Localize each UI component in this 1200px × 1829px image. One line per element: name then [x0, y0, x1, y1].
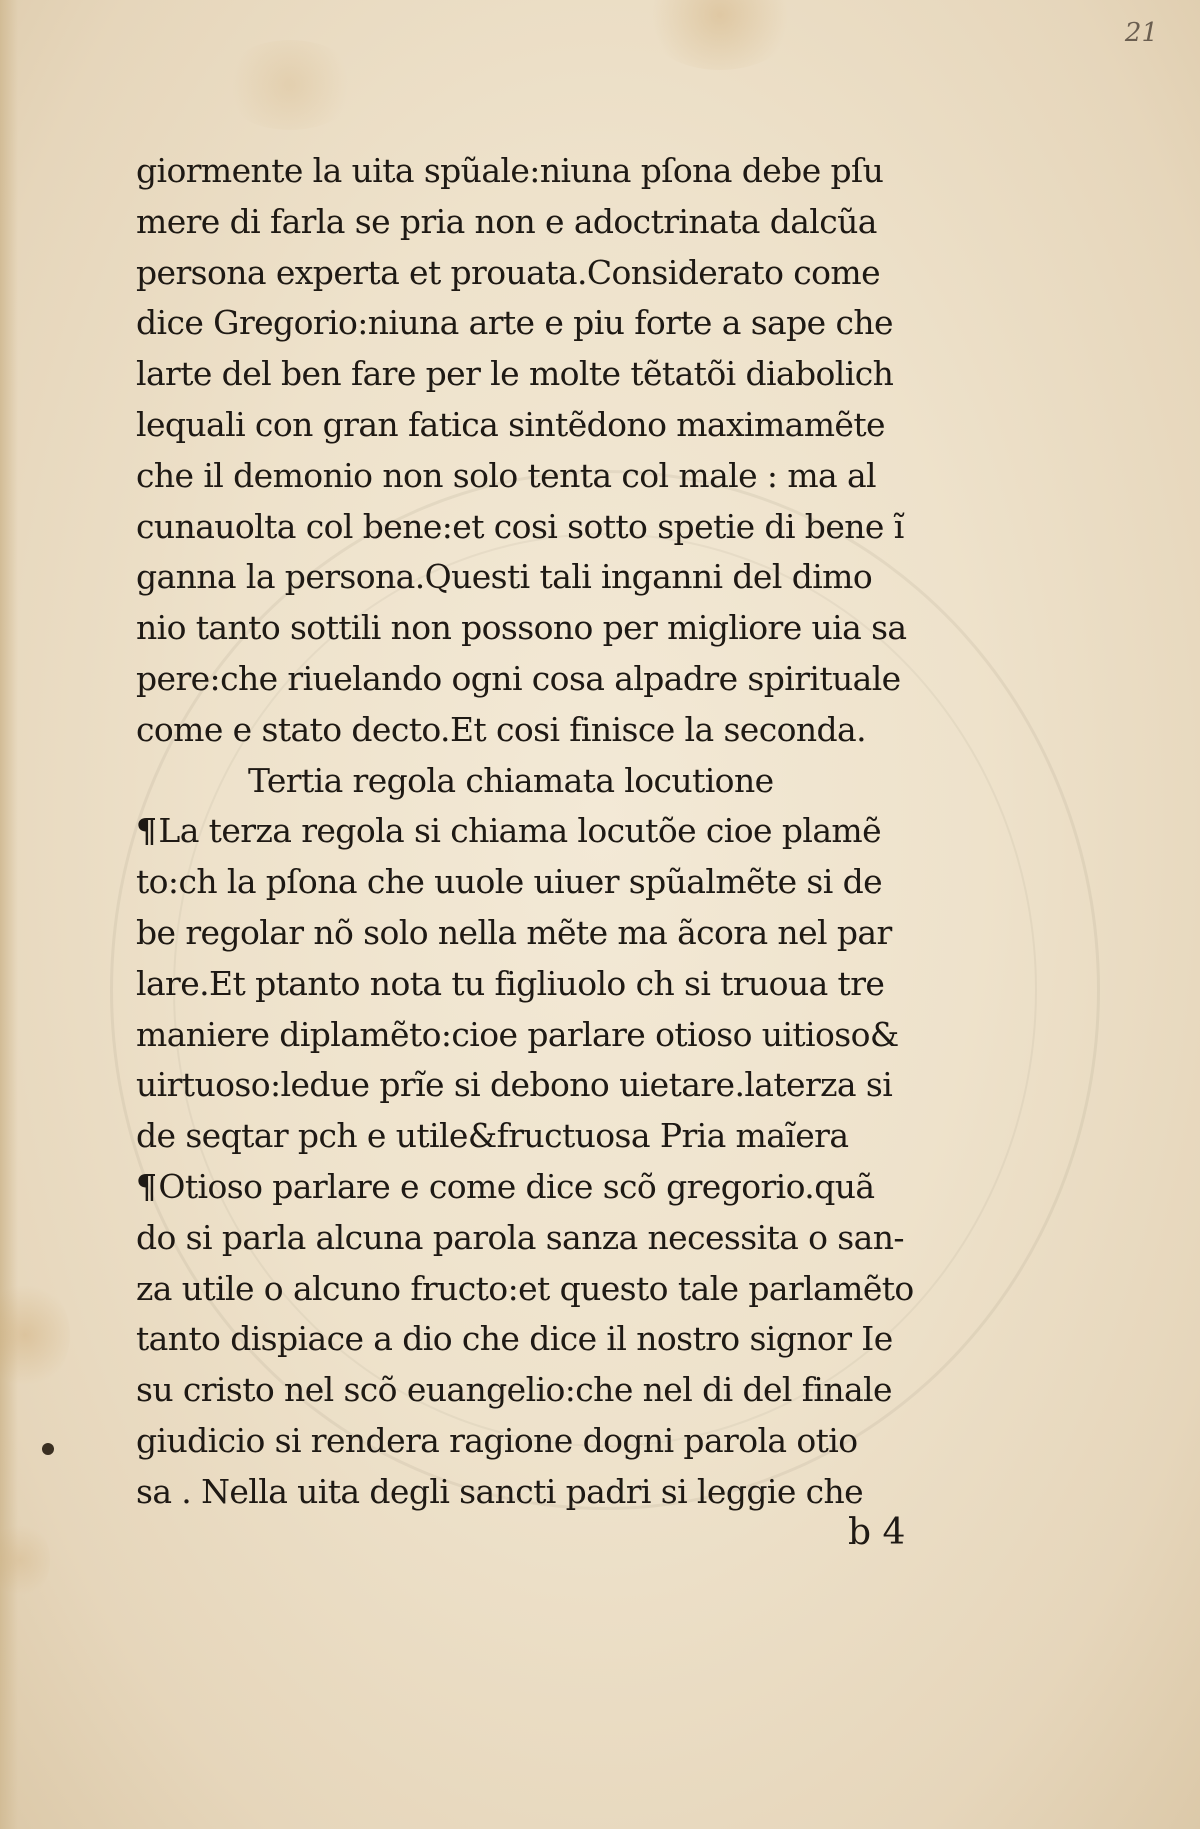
line-text: tanto dispiace a dio che dice il nostro signor Ie [136, 1319, 893, 1359]
line-text: La terza regola si chiama locutõe cioe plamẽ [158, 811, 882, 851]
line-text: cunauolta col bene:et cosi sotto spetie di bene ĩ [136, 506, 904, 546]
paper-stain [0, 1520, 50, 1600]
text-line [136, 248, 926, 299]
text-line [136, 502, 926, 553]
line-text: giormente la uita spũale:niuna pſona debe pſu [136, 151, 884, 190]
text-line [136, 603, 926, 654]
line-text: lare.Et ptanto nota tu figliuolo ch si truoua tre [136, 963, 885, 1003]
line-text: za utile o alcuno fructo:et questo tale parlamẽto [136, 1268, 914, 1308]
line-text: pere:che riuelando ogni cosa alpadre spirituale [136, 658, 901, 698]
text-block [136, 146, 926, 1518]
line-text: ganna la persona.Questi tali inganni del dimo [136, 557, 873, 597]
text-line [136, 705, 926, 756]
line-text: giudicio si rendera ragione dogni parola otio [136, 1420, 858, 1460]
section-heading [136, 756, 926, 807]
text-line [136, 298, 926, 349]
pilcrow-mark: ¶ [136, 1166, 157, 1206]
text-line [136, 1467, 926, 1518]
ink-spot [42, 1443, 54, 1455]
text-line [136, 1264, 926, 1315]
line-text: sa . Nella uita degli sancti padri si leggie che [136, 1471, 864, 1511]
text-line [136, 1314, 926, 1365]
text-line [136, 349, 926, 400]
text-line [136, 552, 926, 603]
line-text: dice Gregorio:niuna arte e piu forte a sape che [136, 303, 893, 343]
line-text: persona experta et prouata.Considerato come [136, 252, 880, 292]
line-text: su cristo nel scõ euangelio:che nel di del finale [136, 1370, 892, 1410]
line-text: lequali con gran fatica sintẽdono maximamẽte [136, 404, 885, 444]
line-text: Tertia regola chiamata locutione [248, 760, 774, 800]
text-line [136, 857, 926, 908]
line-text: come e stato decto.Et cosi finisce la seconda. [136, 709, 866, 749]
text-line [136, 1416, 926, 1467]
text-line [136, 1213, 926, 1264]
text-line [136, 959, 926, 1010]
line-text: che il demonio non solo tenta col male : ma al [136, 455, 877, 495]
line-text: nio tanto sottili non possono per migliore uia sa [136, 608, 907, 648]
line-text: larte del ben fare per le molte tẽtatõi diabolich [136, 354, 894, 394]
paper-stain [640, 0, 800, 70]
folio-number: 21 [1124, 18, 1158, 48]
text-line [136, 654, 926, 705]
text-line [136, 400, 926, 451]
text-line [136, 197, 926, 248]
text-line [136, 1060, 926, 1111]
line-text: to:ch la pſona che uuole uiuer spũalmẽte si de [136, 862, 883, 902]
line-text: uirtuoso:ledue prĩe si debono uietare.laterza si [136, 1065, 893, 1105]
text-line [136, 451, 926, 502]
text-line [136, 1111, 926, 1162]
line-text: Otioso parlare e come dice scõ gregorio.quã [158, 1166, 875, 1206]
text-line [136, 1162, 926, 1213]
line-text: mere di farla se pria non e adoctrinata dalcũa [136, 201, 877, 241]
pilcrow-mark: ¶ [136, 811, 157, 851]
text-line [136, 146, 926, 197]
paper-stain [220, 40, 360, 130]
paper-stain [0, 1280, 70, 1390]
signature-mark: b 4 [848, 1512, 906, 1553]
text-line [136, 806, 926, 857]
line-text: de seqtar pch e utile&fructuosa Pria maĩera [136, 1116, 849, 1156]
text-line [136, 1010, 926, 1061]
line-text: do si parla alcuna parola sanza necessita o san- [136, 1217, 904, 1257]
text-line [136, 1365, 926, 1416]
text-line [136, 908, 926, 959]
line-text: maniere diplamẽto:cioe parlare otioso uitioso& [136, 1014, 899, 1054]
line-text: be regolar nõ solo nella mẽte ma ãcora nel par [136, 912, 892, 952]
